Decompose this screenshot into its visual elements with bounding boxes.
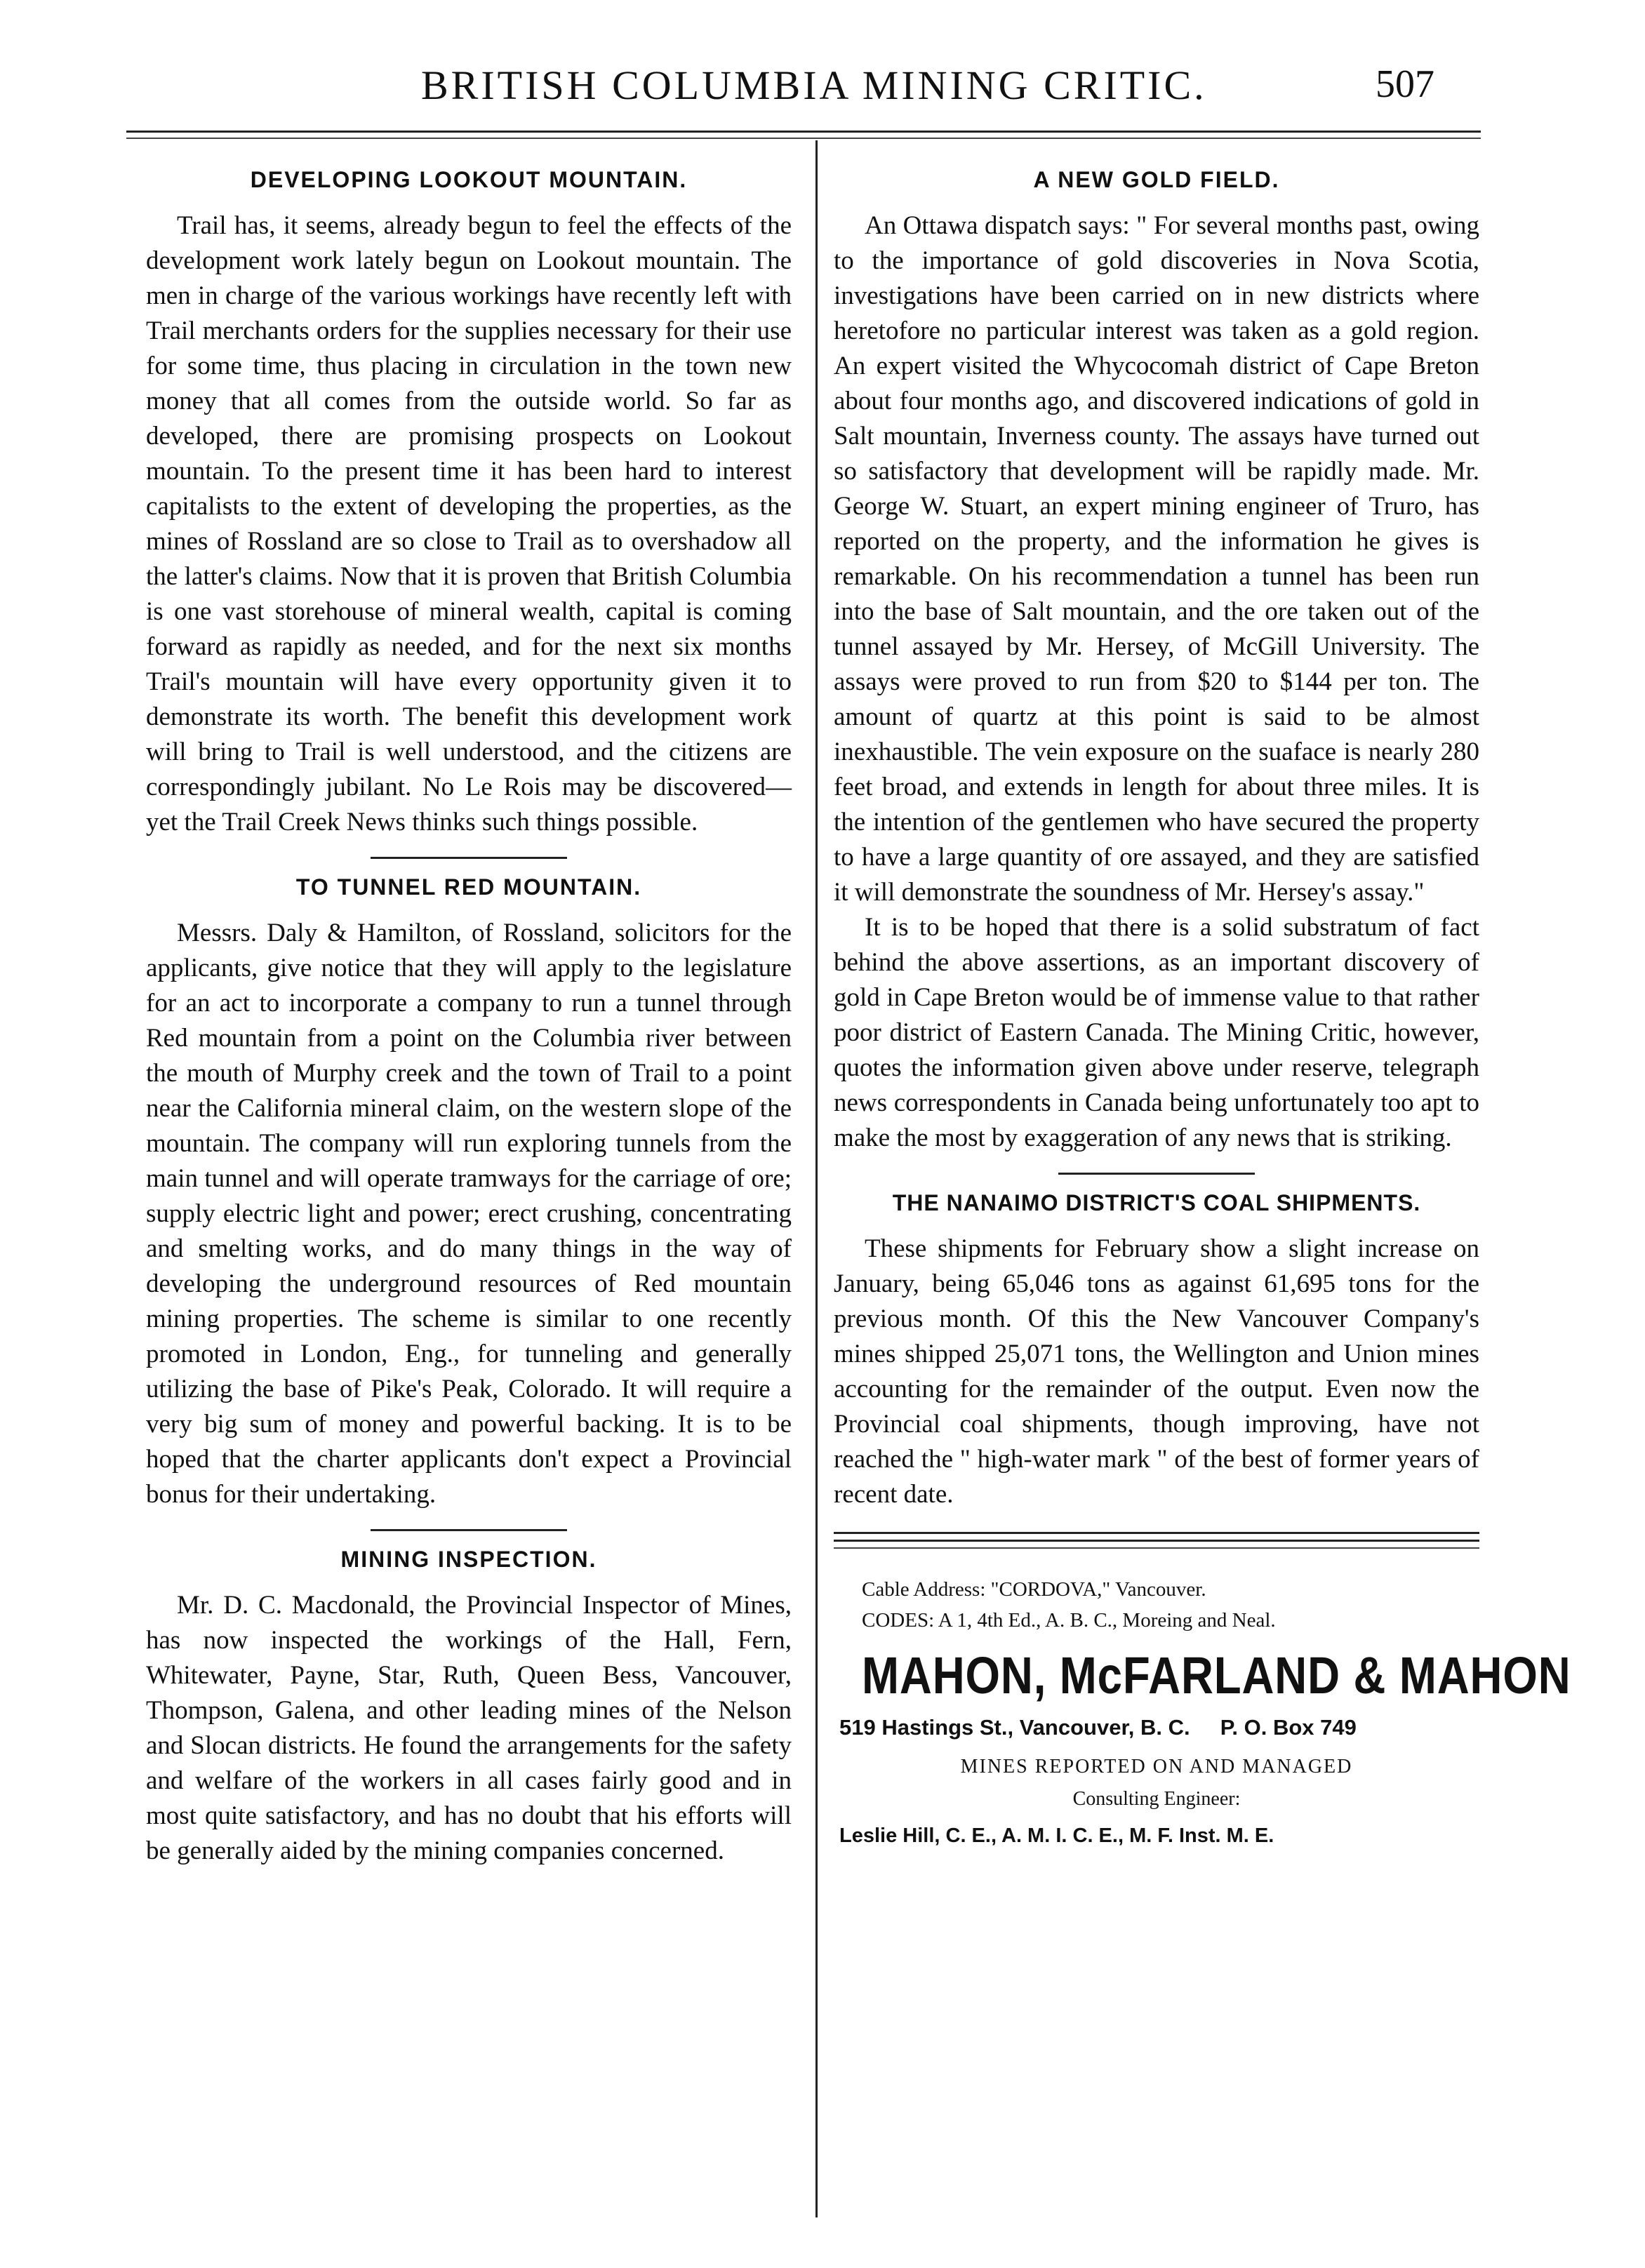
advertisement (834, 1567, 1571, 1848)
ad-firm-name: MAHON, McFARLAND & MAHON (862, 1646, 1571, 1705)
article-to-tunnel-red-mountain (146, 874, 792, 1512)
section-divider (1058, 1173, 1255, 1175)
article-title: DEVELOPING LOOKOUT MOUNTAIN. (250, 167, 688, 192)
article-paragraph: Mr. D. C. Macdonald, the Provincial Inspector of Mines, has now inspected the workings of the Hall, Fern, Whitewater, Payne, Star, Ruth, Queen Bess, Vancouver, Thompson, Galena, and other leading mines of the Nelson and Slocan districts. He found the arrangements for the safety and welfare of the workers in all cases fairly good and in most quite satisfactory, and has no doubt that his efforts will be generally aided by the mining companies concerned. (146, 1591, 792, 1865)
ad-codes: CODES: A 1, 4th Ed., A. B. C., Moreing and Neal. (862, 1609, 1276, 1632)
article-paragraph: An Ottawa dispatch says: " For several months past, owing to the importance of gold discoveries in Nova Scotia, investigations have been carried on in new districts where heretofore no particular interest was taken as a gold region. An expert visited the Whycocomah district of Cape Breton about four months ago, and discovered indications of gold in Salt mountain, Inverness county. The assays have turned out so satisfactory that development will be rapidly made. Mr. George W. Stuart, an expert mining engineer of Truro, has reported on the property, and the information he gives is remarkable. On his recommendation a tunnel has been run into the base of Salt mountain, and the ore taken out of the tunnel assayed by Mr. Hersey, of McGill University. The assays were proved to run from $20 to $144 per ton. The amount of quartz at this point is said to be almost inexhaustible. The vein exposure on the suaface is nearly 280 feet broad, and extends in length for about three miles. It is the intention of the gentlemen who have secured the property to have a large quantity of ore assayed, and they are satisfied it will demonstrate the soundness of Mr. Hersey's assay." (834, 211, 1479, 907)
article-nanaimo-coal-shipments (834, 1190, 1479, 1512)
section-divider (371, 857, 567, 859)
header-rule (126, 131, 1481, 133)
advertisement-rule (834, 1532, 1479, 1534)
article-mining-inspection (146, 1547, 792, 1869)
article-title: TO TUNNEL RED MOUNTAIN. (295, 874, 642, 900)
ad-consulting-label: Consulting Engineer: (1072, 1788, 1241, 1810)
article-title: A NEW GOLD FIELD. (1033, 167, 1280, 192)
header-rule (126, 138, 1481, 139)
right-column (834, 160, 1571, 1848)
advertisement-rule (834, 1547, 1479, 1549)
ad-address: 519 Hastings St., Vancouver, B. C. P. O. Box 749 (839, 1715, 1357, 1740)
ad-cable-address: Cable Address: "CORDOVA," Vancouver. (862, 1578, 1206, 1601)
advertisement-rule (834, 1540, 1479, 1542)
ad-engineer: Leslie Hill, C. E., A. M. I. C. E., M. F. Inst. M. E. (839, 1825, 1274, 1847)
running-title: BRITISH COLUMBIA MINING CRITIC. (421, 62, 1207, 108)
article-developing-lookout-mountain (146, 167, 792, 840)
column-divider (815, 140, 818, 2217)
article-a-new-gold-field (834, 167, 1479, 1156)
article-paragraph: It is to be hoped that there is a solid substratum of fact behind the above assertions, as an important discovery of gold in Cape Breton would be of immense value to that rather poor district of Eastern Canada. The Mining Critic, however, quotes the information given above under reserve, telegraph news correspondents in Canada being unfortunately too apt to make the most by exaggeration of any news that is striking. (834, 913, 1479, 1152)
article-paragraph: Trail has, it seems, already begun to feel the effects of the development work lately begun on Lookout mountain. The men in charge of the various workings have recently left with Trail merchants orders for the supplies necessary for their use for some time, thus placing in circulation in the town new money that all comes from the outside world. So far as developed, there are promising prospects on Lookout mountain. To the present time it has been hard to interest capitalists to the extent of developing the properties, as the mines of Rossland are so close to Trail as to overshadow all the latter's claims. Now that it is proven that British Columbia is one vast storehouse of mineral wealth, capital is coming forward as rapidly as needed, and for the next six months Trail's mountain will have every opportunity given it to demonstrate its worth. The benefit this development work will bring to Trail is well understood, and the citizens are correspondingly jubilant. No Le Rois may be discovered—yet the Trail Creek News thinks such things possible. (146, 211, 792, 836)
article-paragraph: Messrs. Daly & Hamilton, of Rossland, solicitors for the applicants, give notice that they will apply to the legislature for an act to incorporate a company to run a tunnel through Red mountain from a point on the Columbia river between the mouth of Murphy creek and the town of Trail to a point near the California mineral claim, on the western slope of the mountain. The company will run exploring tunnels from the main tunnel and will operate tramways for the carriage of ore; supply electric light and power; erect crushing, concentrating and smelting works, and do many things in the way of developing the underground resources of Red mountain mining properties. The scheme is similar to one recently promoted in London, Eng., for tunneling and generally utilizing the base of Pike's Peak, Colorado. It will require a very big sum of money and powerful backing. It is to be hoped that the charter applicants don't expect a Provincial bonus for their undertaking. (146, 919, 792, 1509)
section-divider (371, 1529, 567, 1531)
article-title: MINING INSPECTION. (340, 1547, 597, 1572)
article-title: THE NANAIMO DISTRICT'S COAL SHIPMENTS. (892, 1190, 1421, 1215)
page-number: 507 (1376, 62, 1434, 106)
article-paragraph: These shipments for February show a slight increase on January, being 65,046 tons as against 61,695 tons for the previous month. Of this the New Vancouver Company's mines shipped 25,071 tons, the Wellington and Union mines accounting for the remainder of the output. Even now the Provincial coal shipments, though improving, have not reached the " high-water mark " of the best of former years of recent date. (834, 1234, 1479, 1509)
left-column (146, 160, 792, 1869)
ad-services: MINES REPORTED ON AND MANAGED (960, 1756, 1353, 1777)
